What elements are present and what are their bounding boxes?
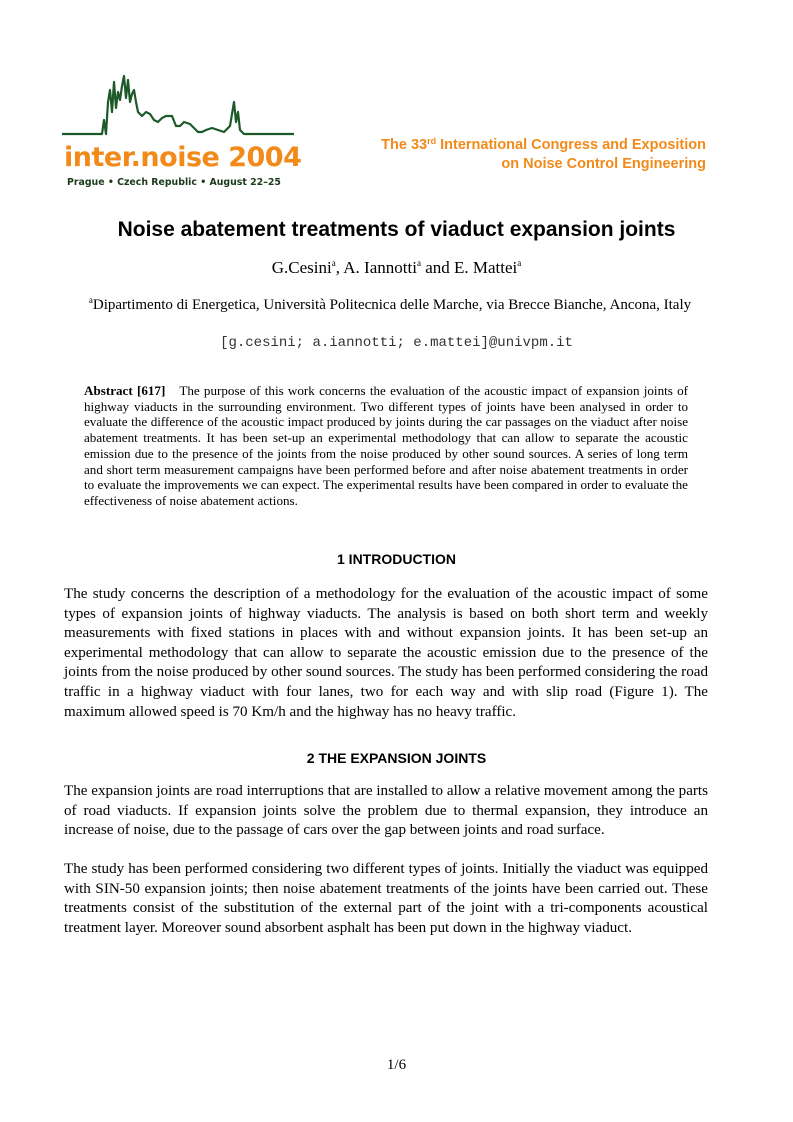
section-paragraph: The study has been performed considering two different types of joints. Initially the viaduct was equipped with SIN-50 expansion joints; then noise abatement treatments of the joints have been carried out. These treatments consist of the substitution of the external part of the joint with a tri-components acoustical treatment layer. Moreover sound absorbent asphalt has been put down in the highway viaduct. bbox=[64, 861, 708, 936]
paper-title: Noise abatement treatments of viaduct expansion joints bbox=[117, 218, 676, 241]
author-affiliation: $^a$Dipartimento di Energetica, Università Politecnica delle Marche, via Brecce Bianche, Ancona, Italy bbox=[88, 295, 692, 313]
abstract-label: Abstract [617] bbox=[84, 383, 166, 398]
author-emails: [g.cesini; a.iannotti; e.mattei]@univpm.it bbox=[220, 335, 573, 351]
author-name: A. Iannotti bbox=[343, 258, 417, 277]
logo-location-date: Prague • Czech Republic • August 22–25 bbox=[67, 177, 281, 188]
section-heading-expansion-joints: 2 THE EXPANSION JOINTS bbox=[306, 750, 487, 766]
congress-line-2: on Noise Control Engineering bbox=[501, 156, 706, 172]
section-paragraph: The expansion joints are road interruptions that are installed to allow a relative movement among the parts of road viaducts. If expansion joints solve the problem due to thermal expansion, they introduce an increase of noise, due to the passage of cars over the gap between joints and road surface. bbox=[64, 783, 708, 839]
section-paragraph: The study concerns the description of a methodology for the evaluation of the acoustic impact of some types of expansion joints of highway viaducts. The analysis is based on both short term and weekly measurements with fixed stations in places with and without expansion joints. It has been set-up an experimental methodology that can allow to separate the acoustic emission due to the presence of the joints from the noise produced by other sound sources. The study has been performed considering the road traffic in a highway viaduct with four lanes, two for each way and with slip road (Figure 1). The maximum allowed speed is 70 Km/h and the highway has no heavy traffic. bbox=[64, 586, 708, 720]
author-list: G.Cesini$^a$, A. Iannotti$^a$ and E. Mattei$^a$ bbox=[271, 258, 522, 277]
author-name: G.Cesini bbox=[271, 258, 332, 277]
congress-heading bbox=[381, 136, 706, 174]
conference-logo bbox=[62, 72, 302, 194]
section-heading-introduction: 1 INTRODUCTION bbox=[337, 551, 456, 567]
page-number: 1/6 bbox=[386, 1057, 407, 1073]
abstract bbox=[84, 383, 688, 509]
city-skyline-waveform-icon bbox=[62, 72, 294, 152]
congress-line-1: The 33rd International Congress and Exposition bbox=[381, 136, 706, 153]
abstract-text: The purpose of this work concerns the evaluation of the acoustic impact of expansion joints of highway viaducts in the surrounding environment. Two different types of joints have been analysed in order to evaluate the difference of the acoustic impact produced by joints during the car passages on the viaduct after noise abatement treatments. It has been set-up an experimental methodology that can allow to separate the acoustic emission due to the presence of the joints from the noise produced by other sound sources. A series of long term and short term measurement campaigns have been performed before and after noise abatement treatments in order to evaluate the improvements we can expect. The experimental results have been compared in order to evaluate the effectiveness of noise abatement actions. bbox=[84, 383, 688, 508]
author-name: E. Mattei bbox=[453, 258, 518, 277]
logo-wordmark: inter.noise 2004 bbox=[64, 142, 302, 173]
